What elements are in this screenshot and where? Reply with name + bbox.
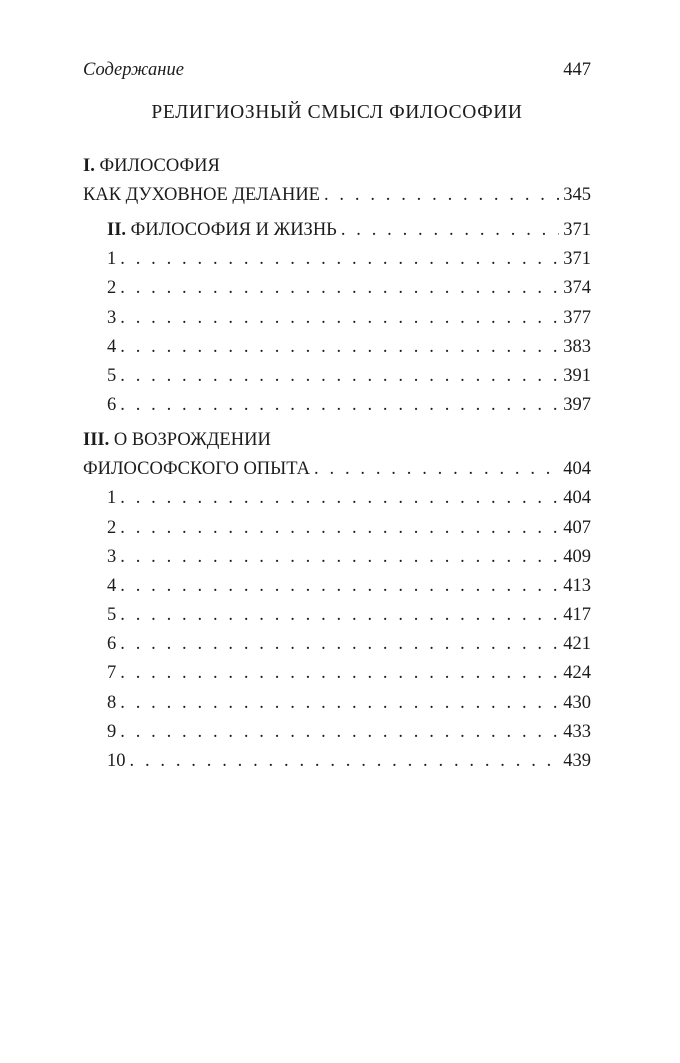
running-head-section: Содержание	[83, 60, 184, 80]
chapter-number: 4	[107, 337, 117, 357]
chapter-page: 391	[563, 366, 591, 386]
chapter-number: 1	[107, 249, 117, 269]
book-title: РЕЛИГИОЗНЫЙ СМЫСЛ ФИЛОСОФИИ	[151, 102, 523, 123]
toc-page	[83, 0, 591, 1063]
chapter-page: 433	[563, 722, 591, 742]
chapter-number: 1	[107, 488, 117, 508]
part-1-page: 345	[563, 185, 591, 205]
dot-leader	[120, 661, 559, 685]
chapter-page: 439	[563, 751, 591, 771]
part-1-title-line1: ФИЛОСОФИЯ	[99, 156, 220, 176]
chapter-page: 404	[563, 488, 591, 508]
toc-entry-part-3-ch-8[interactable]	[107, 691, 591, 715]
toc-entry-part-2-ch-5[interactable]	[107, 364, 591, 388]
dot-leader	[120, 393, 559, 417]
part-3-page: 404	[563, 459, 591, 479]
chapter-number: 9	[107, 722, 117, 742]
chapter-page: 397	[563, 395, 591, 415]
toc-entry-part-3-ch-7[interactable]	[107, 661, 591, 685]
chapter-number: 2	[107, 278, 117, 298]
toc-entry-part-3[interactable]	[83, 457, 591, 481]
page-number: 447	[563, 60, 591, 80]
toc-entry-part-2-ch-6[interactable]	[107, 393, 591, 417]
chapter-page: 407	[563, 518, 591, 538]
chapter-page: 377	[563, 308, 591, 328]
chapter-page: 430	[563, 693, 591, 713]
chapter-page: 371	[563, 249, 591, 269]
chapter-number: 8	[107, 693, 117, 713]
running-header	[83, 58, 591, 82]
chapter-number: 5	[107, 366, 117, 386]
part-3-title-line2: ФИЛОСОФСКОГО ОПЫТА	[83, 459, 311, 479]
part-1-number: I.	[83, 156, 95, 176]
toc-entry-part-2-ch-3[interactable]	[107, 306, 591, 330]
toc-entry-part-3-ch-1[interactable]	[107, 486, 591, 510]
dot-leader	[130, 749, 560, 773]
dot-leader	[120, 574, 559, 598]
dot-leader	[120, 632, 559, 656]
toc-entry-part-2-ch-4[interactable]	[107, 335, 591, 359]
part-1-title-line2: КАК ДУХОВНОЕ ДЕЛАНИЕ	[83, 185, 320, 205]
part-2-page: 371	[563, 220, 591, 240]
dot-leader	[120, 691, 559, 715]
toc-entry-part-3-ch-4[interactable]	[107, 574, 591, 598]
chapter-number: 10	[107, 751, 126, 771]
chapter-page: 413	[563, 576, 591, 596]
dot-leader	[120, 364, 559, 388]
toc-entry-part-2-ch-1[interactable]	[107, 247, 591, 271]
toc-entry-part-2-ch-2[interactable]	[107, 276, 591, 300]
dot-leader	[120, 516, 559, 540]
dot-leader	[314, 457, 559, 481]
part-3-title-line1: О ВОЗРОЖДЕНИИ	[113, 430, 271, 450]
dot-leader	[120, 335, 559, 359]
dot-leader	[120, 247, 559, 271]
chapter-number: 3	[107, 308, 117, 328]
dot-leader	[120, 720, 559, 744]
chapter-number: 2	[107, 518, 117, 538]
dot-leader	[120, 545, 559, 569]
part-3-number: III.	[83, 430, 110, 450]
chapter-number: 4	[107, 576, 117, 596]
part-2-number: II.	[107, 220, 127, 240]
dot-leader	[120, 276, 559, 300]
chapter-number: 6	[107, 634, 117, 654]
dot-leader	[341, 218, 559, 242]
toc-entry-part-3-ch-6[interactable]	[107, 632, 591, 656]
chapter-page: 374	[563, 278, 591, 298]
part-2-heading	[107, 218, 337, 242]
dot-leader	[120, 603, 559, 627]
chapter-page: 417	[563, 605, 591, 625]
dot-leader	[120, 306, 559, 330]
chapter-number: 6	[107, 395, 117, 415]
chapter-number: 7	[107, 663, 117, 683]
toc-entry-part-3-ch-2[interactable]	[107, 516, 591, 540]
chapter-page: 383	[563, 337, 591, 357]
chapter-number: 3	[107, 547, 117, 567]
toc-entry-part-3-ch-9[interactable]	[107, 720, 591, 744]
dot-leader	[120, 486, 559, 510]
part-2-title: ФИЛОСОФИЯ И ЖИЗНЬ	[130, 220, 337, 240]
chapter-page: 409	[563, 547, 591, 567]
toc-entry-part-3-ch-3[interactable]	[107, 545, 591, 569]
toc-entry-part-2[interactable]	[107, 218, 591, 242]
part-1-heading	[83, 154, 591, 178]
toc-entry-part-3-ch-10[interactable]	[107, 749, 591, 773]
dot-leader	[324, 183, 559, 207]
toc-entry-part-3-ch-5[interactable]	[107, 603, 591, 627]
part-3-heading	[83, 428, 591, 452]
chapter-page: 421	[563, 634, 591, 654]
chapter-page: 424	[563, 663, 591, 683]
toc-entry-part-1[interactable]	[83, 183, 591, 207]
chapter-number: 5	[107, 605, 117, 625]
